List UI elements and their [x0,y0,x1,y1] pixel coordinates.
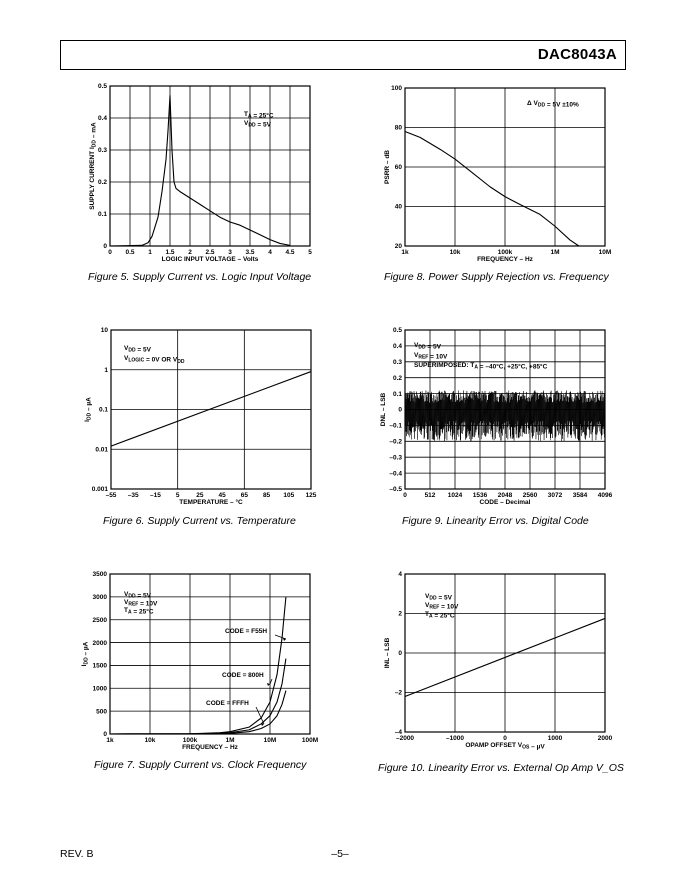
fig7-xtick-label: 10M [263,737,277,744]
fig8-xtick-label: 1k [401,249,409,256]
fig7-annotation: $T_A = 25^\circ C$ [124,607,154,616]
chart-fig5 [89,83,312,263]
fig9-xtick-label: 2048 [497,492,513,499]
caption-fig7-text: Figure 7. Supply Current vs. Clock Frequency [94,759,307,771]
fig7-annotation: $V_{REF} = 10V$ [124,599,158,608]
fig5-ytick-label: 0.3 [97,147,107,155]
fig6-xlabel: TEMPERATURE – °C [179,499,243,506]
fig10-plot [384,571,613,750]
fig7-xlabel: FREQUENCY – Hz [182,744,238,751]
fig7-ytick-label: 2500 [92,616,107,624]
fig7-xtick-label: 1k [106,737,114,744]
fig9-annotation: SUPERIMPOSED: $T_A = -40^\circ C$, +25°C, +85°C [414,362,548,371]
fig8-ytick-label: 100 [391,85,402,93]
fig6-ytick-label: 0.1 [98,406,108,414]
fig5-xtick-label: 4.5 [285,249,295,256]
fig6-xtick-label: –55 [105,492,117,499]
fig5-ylabel: SUPPLY CURRENT $I_{DD}$ – mA [89,122,98,210]
fig8-ytick-label: 20 [394,243,402,251]
fig7-ylabel: $I_{DD}$ – µA [81,641,90,667]
fig7-series-line [110,691,286,734]
fig8-ytick-label: 40 [394,203,402,211]
fig7-ytick-label: 0 [103,731,107,739]
fig10-xtick-label: –1000 [445,735,465,742]
fig9-ytick-label: 0.3 [392,359,402,366]
fig5-xtick-label: 0.5 [125,249,135,256]
fig5-xtick-label: 3.5 [245,249,255,256]
caption-fig9: Figure 9. Linearity Error vs. Digital Code [402,515,589,527]
fig6-xtick-label: 25 [196,492,204,499]
caption-fig7 [94,759,306,771]
caption-fig8: Figure 8. Power Supply Rejection vs. Frequency [384,271,609,283]
fig5-ytick-label: 0.5 [97,83,107,91]
fig10-annotation: $V_{REF} = 10V$ [425,602,459,611]
fig6-xtick-label: –35 [127,492,139,499]
fig10-ylabel: INL – LSB [384,637,391,669]
figure-6 [84,327,317,506]
fig10-xtick-label: 1000 [547,735,563,742]
fig9-ytick-label: 0.1 [392,390,402,398]
fig5-annotation: $T_A = 25^\circ C$ [244,111,274,120]
fig5-annotation: $V_{DD} = 5V$ [244,120,271,129]
fig10-xtick-label: –2000 [395,735,415,742]
header-box [60,40,626,70]
fig9-xlabel: CODE – Decimal [479,499,531,506]
fig10-xtick-label: 0 [503,735,507,742]
fig10-ytick-label: 2 [398,610,402,618]
fig9-annotation: $V_{DD} = 5V$ [414,342,441,351]
fig6-ytick-label: 0.01 [95,446,108,454]
figure-8 [384,85,612,263]
caption-fig5: Figure 5. Supply Current vs. Logic Input Voltage [88,271,312,283]
fig5-ytick-label: 0.1 [97,211,107,219]
fig9-xtick-label: 512 [424,492,436,499]
page-title: DAC8043A [537,46,617,63]
chart-fig9 [380,327,613,506]
fig9-xtick-label: 1536 [472,492,488,499]
fig8-annotation: Δ $V_{DD} = 5V \pm 10\%$ [527,100,579,109]
fig5-ytick-label: 0.4 [97,115,107,123]
fig9-ytick-label: 0.2 [392,374,402,382]
fig5-xtick-label: 0 [108,249,112,256]
fig5-ytick-label: 0 [103,243,107,251]
fig9-xtick-label: 0 [403,492,407,499]
fig7-ytick-label: 1000 [92,685,107,693]
figure-7 [81,571,319,751]
fig6-annotation: $V_{LOGIC} = 0V$ OR $V_{DD}$ [124,355,185,365]
caption-fig6: Figure 6. Supply Current vs. Temperature [103,515,296,527]
fig5-xlabel: LOGIC INPUT VOLTAGE – Volts [161,256,259,263]
fig7-arrowhead [267,683,270,686]
fig9-ytick-label: 0 [398,406,402,414]
fig8-ylabel: PSRR – dB [384,150,391,184]
fig10-ytick-label: 0 [398,650,402,658]
fig8-ytick-label: 80 [394,124,402,132]
fig5-xtick-label: 1.5 [165,249,175,256]
fig10-ytick-label: 4 [398,571,402,579]
fig6-xtick-label: 45 [218,492,226,499]
fig10-xtick-label: 2000 [597,735,613,742]
fig9-xtick-label: 1024 [447,492,463,499]
fig7-leader-line [275,635,286,639]
fig5-plot [89,83,312,263]
fig9-ytick-label: –0.2 [389,438,402,446]
fig8-xtick-label: 1M [550,249,560,256]
fig10-annotation: $T_A = 25^\circ C$ [425,611,455,620]
fig7-ytick-label: 1500 [92,662,107,670]
fig7-series-label: CODE = FFFH [206,700,249,707]
fig9-ytick-label: 0.4 [392,343,402,351]
fig6-xtick-label: 5 [175,492,180,499]
fig5-xtick-label: 5 [308,249,312,256]
fig7-ytick-label: 2000 [92,639,107,647]
chart-fig8 [384,85,612,263]
fig8-plot [384,85,611,263]
fig8-ytick-label: 60 [394,164,402,172]
fig6-ytick-label: 10 [100,327,108,335]
fig8-xtick-label: 100k [497,249,513,256]
fig9-xtick-label: 3072 [547,492,563,499]
fig7-series-label: CODE = F55H [225,628,268,635]
fig7-ytick-label: 500 [96,708,107,716]
fig7-ytick-label: 3000 [92,594,107,602]
fig7-xtick-label: 100k [182,737,198,744]
caption-fig10 [378,762,624,774]
fig9-ytick-label: –0.4 [389,470,402,478]
fig7-xtick-label: 1M [225,737,235,744]
fig5-xtick-label: 2 [188,249,192,256]
fig7-annotation: $V_{DD} = 5V$ [124,591,151,600]
fig6-xtick-label: 85 [262,492,271,499]
fig9-ytick-label: 0.5 [392,327,402,335]
fig8-xtick-label: 10M [598,249,612,256]
figure-5 [89,83,312,263]
figure-10 [384,571,613,751]
fig7-xtick-label: 10k [144,737,156,744]
fig10-ytick-label: –2 [394,689,402,697]
fig9-annotation: $V_{REF} = 10V$ [414,352,448,361]
fig9-ylabel: DNL – LSB [380,392,387,427]
fig9-ytick-label: –0.1 [389,422,402,430]
fig5-ytick-label: 0.2 [97,179,107,187]
fig6-plot [84,327,317,506]
fig10-annotation: $V_{DD} = 5V$ [425,593,452,602]
fig6-xtick-label: 65 [240,492,248,499]
fig7-series-line [110,659,286,734]
fig9-xtick-label: 4096 [597,492,613,499]
fig8-xlabel: FREQUENCY – Hz [477,256,533,263]
fig6-xtick-label: –15 [150,492,161,499]
fig10-xlabel: OPAMP OFFSET $V_{OS}$ – µV [465,742,545,751]
fig10-ytick-label: –4 [394,729,402,737]
fig6-xtick-label: 125 [305,492,317,499]
chart-fig10 [384,571,613,751]
fig9-xtick-label: 2560 [522,492,538,499]
fig7-series-label: CODE = 800H [222,672,264,679]
fig5-xtick-label: 4 [268,249,272,256]
fig6-ytick-label: 0.001 [91,486,108,494]
fig7-xtick-label: 100M [301,737,319,744]
fig8-xtick-label: 10k [449,249,461,256]
fig6-xtick-label: 105 [283,492,295,499]
figure-9 [380,327,613,506]
fig9-plot [380,327,613,506]
fig6-series-line [111,372,311,447]
fig8-series-line [405,131,579,246]
fig9-ytick-label: –0.5 [389,486,402,494]
fig9-xtick-label: 3584 [572,492,588,499]
footer-revision: REV. B [60,848,94,860]
fig5-xtick-label: 2.5 [205,249,215,256]
fig6-ylabel: $I_{DD}$ – µA [84,397,93,422]
caption-fig10-text: Figure 10. Linearity Error vs. External Op Amp V_OS [378,762,624,774]
fig6-annotation: $V_{DD} = 5V$ [124,345,151,354]
footer-page-number: –5– [331,848,349,860]
fig5-xtick-label: 3 [228,249,232,256]
fig6-ytick-label: 1 [104,366,108,374]
fig7-ytick-label: 3500 [92,571,107,579]
fig9-ytick-label: –0.3 [389,454,402,462]
fig7-plot [81,571,318,751]
fig5-xtick-label: 1 [148,249,152,256]
